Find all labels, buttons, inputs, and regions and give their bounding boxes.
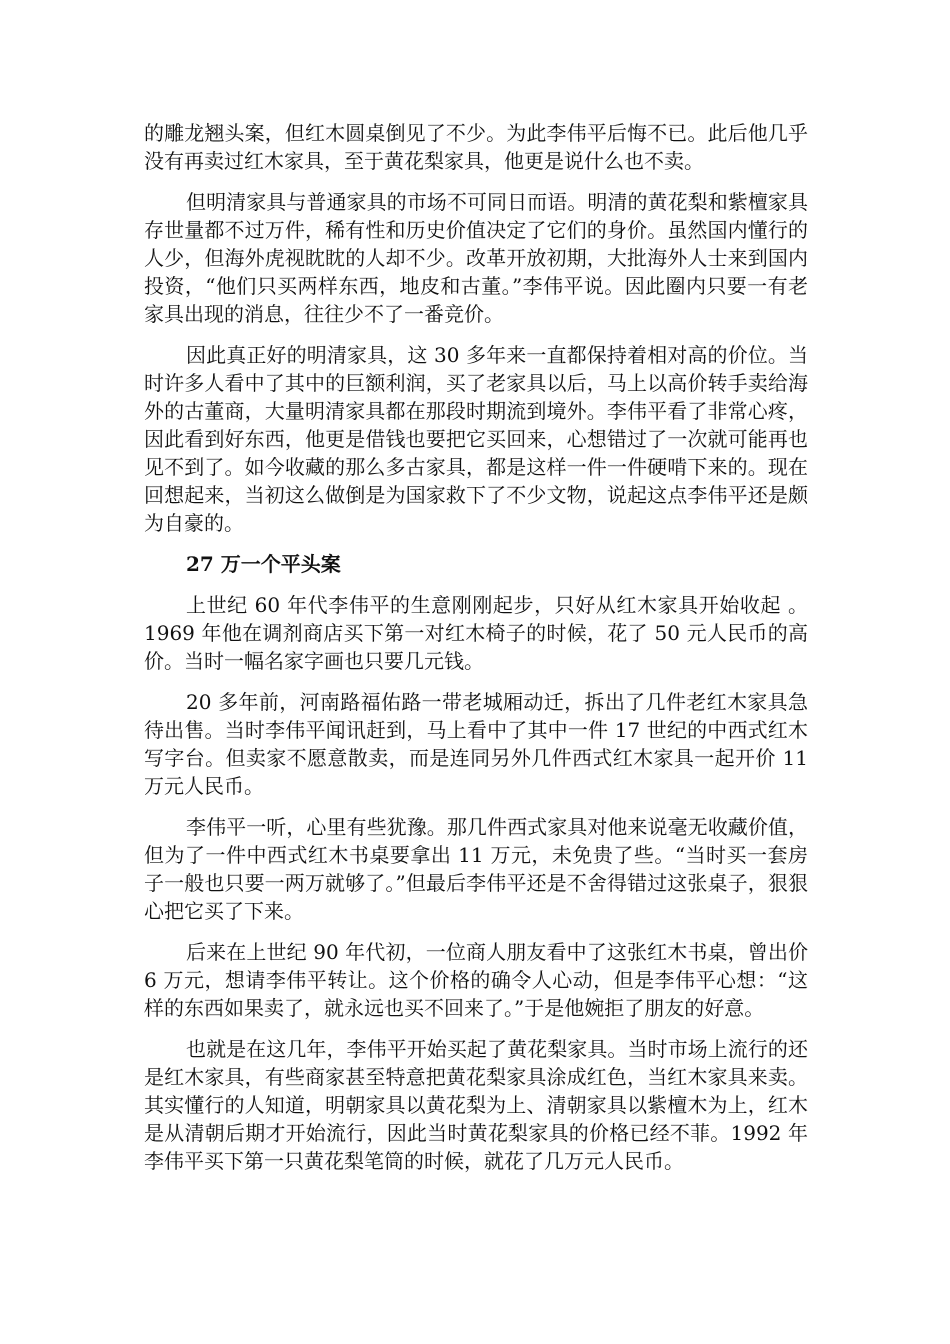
section-heading: 27 万一个平头案 xyxy=(186,552,341,576)
paragraph-early-collecting: 上世纪 60 年代李伟平的生意刚刚起步，只好从红木家具开始收起 。1969 年他在调剂商店买下第一对红木椅子的时候，花了 50 元人民币的高价。当时一幅名家字画也只要几元钱。 xyxy=(144,593,808,673)
paragraph-continuation: 的雕龙翘头案，但红木圆桌倒见了不少。为此李伟平后悔不已。此后他几乎没有再卖过红木家具，至于黄花梨家具，他更是说什么也不卖。 xyxy=(144,121,808,173)
paragraph-market-comparison: 但明清家具与普通家具的市场不可同日而语。明清的黄花梨和紫檀家具存世量都不过万件，稀有性和历史价值决定了它们的身价。虽然国内懂行的人少，但海外虎视眈眈的人却不少。改革开放初期，大批海外人士来到国内投资，“他们只买两样东西，地皮和古董。”李伟平说。因此圈内只要一有老家具出现的消息，往往少不了一番竞价。 xyxy=(144,190,808,326)
paragraph-huanghuali: 也就是在这几年，李伟平开始买起了黄花梨家具。当时市场上流行的还是红木家具，有些商家甚至特意把黄花梨家具涂成红色，当红木家具来卖。其实懂行的人知道，明朝家具以黄花梨为上、清朝家具以紫檀木为上，红木是从清朝后期才开始流行，因此当时黄花梨家具的价格已经不菲。1992 年李伟平买下第一只黄花梨笔筒的时候，就花了几万元人民币。 xyxy=(144,1037,808,1173)
paragraph-offer-declined: 后来在上世纪 90 年代初，一位商人朋友看中了这张红木书桌，曾出价 6 万元，想请李伟平转让。这个价格的确令人心动，但是李伟平心想：“这样的东西如果卖了，就永远也买不回来了。”于是他婉拒了朋友的好意。 xyxy=(144,940,808,1020)
paragraph-price-level: 因此真正好的明清家具，这 30 多年来一直都保持着相对高的价位。当时许多人看中了其中的巨额利润，买了老家具以后，马上以高价转手卖给海外的古董商，大量明清家具都在那段时期流到境外。李伟平看了非常心疼，因此看到好东西，他更是借钱也要把它买回来，心想错过了一次就可能再也见不到了。如今收藏的那么多古家具，都是这样一件一件硬啃下来的。现在回想起来，当初这么做倒是为国家救下了不少文物，说起这点李伟平还是颇为自豪的。 xyxy=(144,343,808,535)
paragraph-writing-desk: 20 多年前，河南路福佑路一带老城厢动迁，拆出了几件老红木家具急待出售。当时李伟平闻讯赶到，马上看中了其中一件 17 世纪的中西式红木写字台。但卖家不愿意散卖，而是连同另外几件西式红木家具一起开价 11 万元人民币。 xyxy=(144,690,808,798)
document-page xyxy=(144,119,808,1175)
paragraph-hesitation: 李伟平一听，心里有些犹豫。那几件西式家具对他来说毫无收藏价值，但为了一件中西式红木书桌要拿出 11 万元，未免贵了些。“当时买一套房子一般也只要一两万就够了。”但最后李伟平还是不舍得错过这张桌子，狠狠心把它买了下来。 xyxy=(144,815,808,923)
